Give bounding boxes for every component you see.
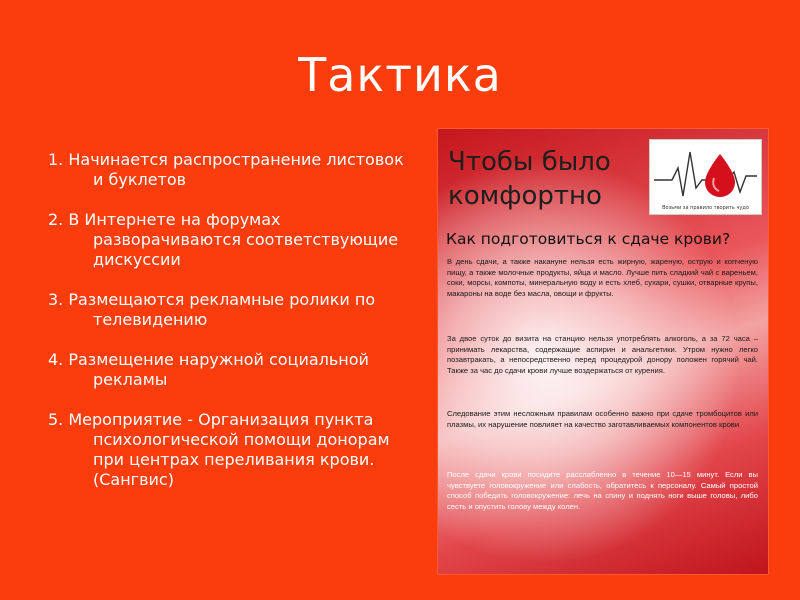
poster-logo [649,139,762,215]
poster-paragraph: За двое суток до визита на станцию нельзя употреблять алкоголь, а за 72 часа – принимать лекарства, содержащие аспирин и анальгетики. Утром нужно легко позавтракать, а непосредственно перед процедурой донору положен горячий чай. Также за час до сдачи крови лучше воздержаться от курения. [447,334,758,375]
poster-paragraph: Следование этим несложным правилам особенно важно при сдаче тромбоцитов или плазмы, их нарушение повлияет на качество заготавливаемых компонентов крови [447,409,758,429]
poster-paragraph: В день сдачи, а также накануне нельзя есть жирную, жареную, острую и копченую пищу, а также молочные продукты, яйца и масло. Лучше пить сладкий чай с вареньем, соки, морсы, компоты, минеральную воду и есть хлеб, сухари, сушки, отварные крупы, макароны на воде без масла, овощи и фрукты. [447,257,758,298]
list-item: 5. Мероприятие - Организация пункта психологической помощи донорам при центрах переливания крови. (Сангвис) [48,410,390,489]
poster-paragraph: После сдачи крови посидите расслабленно в течение 10—15 минут. Если вы чувствуете головокружение или слабость, обратитесь к персоналу. Самый простой способ победить головокружение: лечь на спину и поднять ноги выше головы, либо сесть и опустить голову между колен. [447,470,758,511]
list-item: 3. Размещаются рекламные ролики по телевидению [48,290,376,329]
tactics-list [48,150,418,510]
logo-caption: Возьми за правило творить чудо [662,205,749,211]
list-item: 1. Начинается распространение листовок и буклетов [48,150,404,189]
blood-drop-heartbeat-icon [650,140,761,214]
list-item: 4. Размещение наружной социальной рекламы [48,350,369,389]
slide-title: Тактика [298,48,502,102]
poster-subtitle: Как подготовиться к сдаче крови? [446,230,731,248]
list-item: 2. В Интернете на форумах разворачиваются соответствующие дискуссии [48,210,399,269]
blood-donation-poster [438,129,768,574]
poster-heading: Чтобы было комфортно [448,147,611,211]
